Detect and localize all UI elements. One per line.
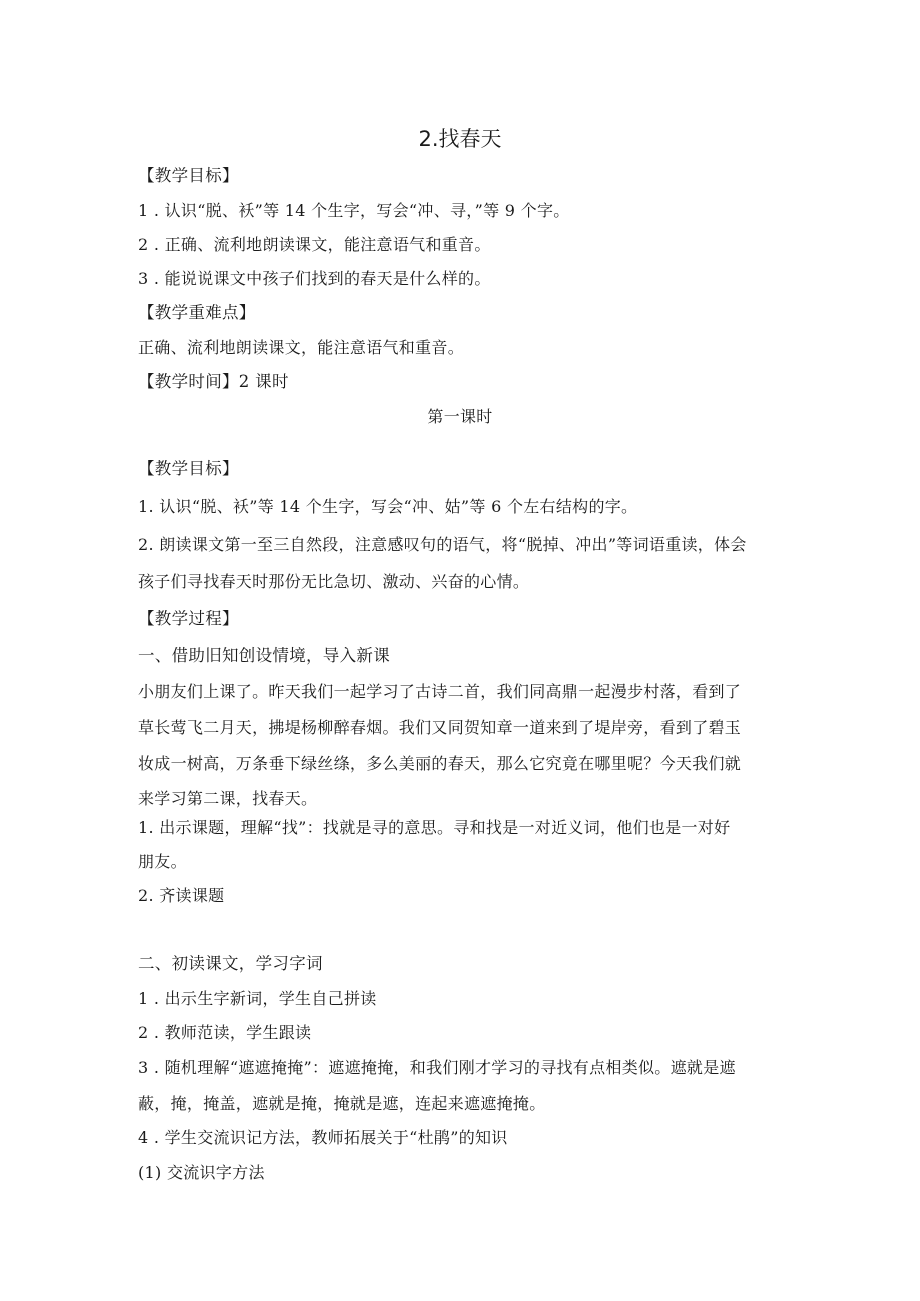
section2-item-continued: 蔽，掩，掩盖，遮就是掩，掩就是遮，连起来遮遮掩掩。	[138, 1094, 546, 1113]
goal-item: 1 . 认识“脱、袄”等 14 个生字，写会“冲、寻，”等 9 个字。	[138, 201, 570, 220]
paragraph-line: 来学习第二课，找春天。	[138, 789, 318, 808]
goal-item: 2 . 正确、流利地朗读课文，能注意语气和重音。	[138, 235, 491, 254]
section1-item: 2. 齐读课题	[138, 886, 225, 905]
goal2-item-continued: 孩子们寻找春天时那份无比急切、激动、兴奋的心情。	[138, 572, 530, 591]
paragraph-line: 草长莺飞二月天，拂堤杨柳醉春烟。我们又同贺知章一道来到了堤岸旁，看到了碧玉	[138, 718, 742, 737]
goal2-item: 1. 认识“脱、袄”等 14 个生字，写会“冲、姑”等 6 个左右结构的字。	[138, 497, 638, 516]
page-title: 2.找春天	[418, 127, 502, 151]
section1-item: 1. 出示课题，理解“找”：找就是寻的意思。寻和找是一对近义词，他们也是一对好	[138, 818, 731, 837]
key-points-heading: 【教学重难点】	[138, 303, 256, 322]
paragraph-line: 小朋友们上课了。昨天我们一起学习了古诗二首，我们同高鼎一起漫步村落，看到了	[138, 682, 742, 701]
section1-item-continued: 朋友。	[138, 852, 187, 871]
key-points-text: 正确、流利地朗读课文，能注意语气和重音。	[138, 338, 465, 357]
section2-item: 4 . 学生交流识记方法，教师拓展关于“杜鹃”的知识	[138, 1128, 508, 1147]
goal-item: 3 . 能说说课文中孩子们找到的春天是什么样的。	[138, 269, 491, 288]
lesson-title: 第一课时	[427, 407, 493, 426]
section2-item: 3 . 随机理解“遮遮掩掩”：遮遮掩掩，和我们刚才学习的寻找有点相类似。遮就是遮	[138, 1058, 736, 1077]
section1-title: 一、借助旧知创设情境，导入新课	[138, 646, 390, 665]
section2-subitem: (1) 交流识字方法	[138, 1163, 265, 1182]
goals2-heading: 【教学目标】	[138, 459, 239, 478]
goals-heading: 【教学目标】	[138, 166, 239, 185]
teaching-time: 【教学时间】2 课时	[138, 372, 289, 391]
process-heading: 【教学过程】	[138, 609, 239, 628]
goal2-item: 2. 朗读课文第一至三自然段，注意感叹句的语气，将“脱掉、冲出”等词语重读，体会	[138, 535, 747, 554]
section2-title: 二、初读课文，学习字词	[138, 954, 323, 973]
section2-item: 2 . 教师范读，学生跟读	[138, 1023, 312, 1042]
section2-item: 1 . 出示生字新词，学生自己拼读	[138, 989, 377, 1008]
paragraph-line: 妆成一树高，万条垂下绿丝绦，多么美丽的春天，那么它究竟在哪里呢？今天我们就	[138, 754, 742, 773]
